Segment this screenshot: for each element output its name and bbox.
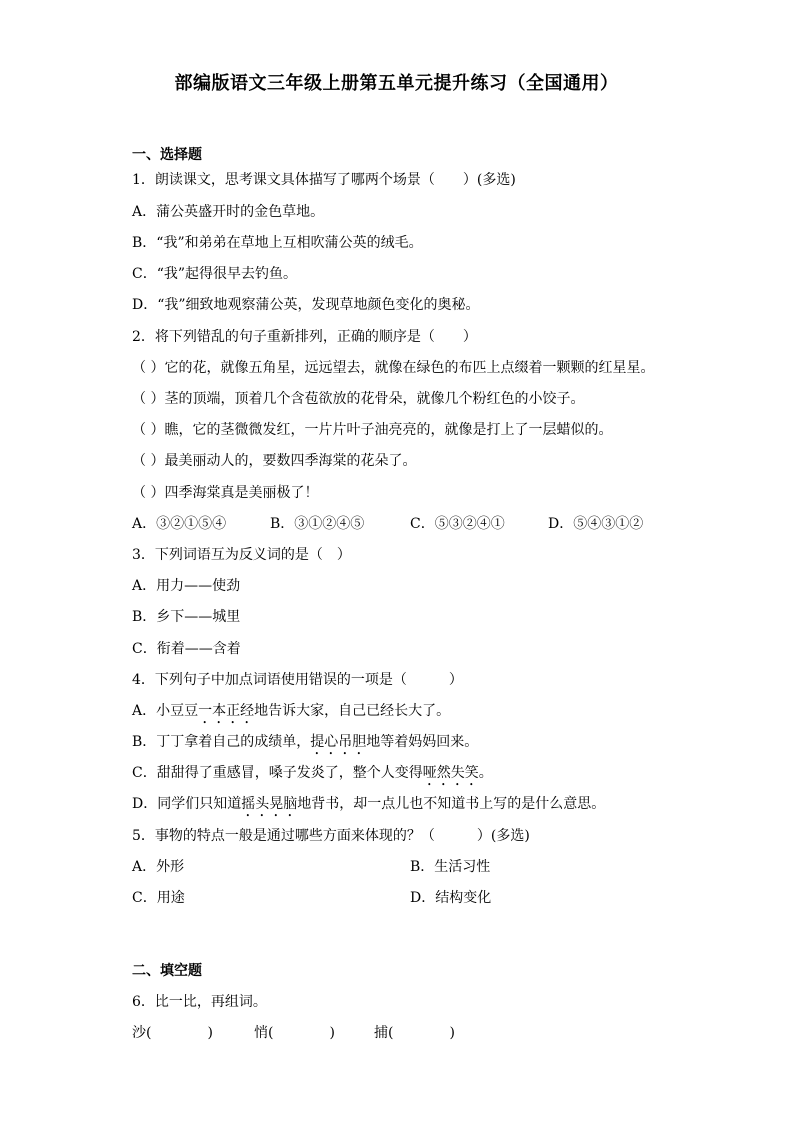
q4-b-dotted-word: 提心吊胆 — [310, 734, 367, 750]
q2-option-b: B．③①②④⑤ — [270, 516, 365, 532]
q2-sentence-5: （ ）四季海棠真是美丽极了！ — [132, 485, 319, 501]
page-title: 部编版语文三年级上册第五单元提升练习（全国通用） — [174, 73, 619, 94]
q3-option-a: A．用力——使劲 — [132, 578, 241, 594]
q4-d-text-end: 地背书，却一点儿也不知道书上写的是什么意思。 — [297, 796, 606, 812]
q2-sentence-2: （ ）茎的顶端，顶着几个含苞欲放的花骨朵，就像几个粉红色的小饺子。 — [132, 391, 585, 407]
q4-option-d — [132, 795, 605, 820]
q5-option-a: A．外形 — [132, 859, 185, 875]
q4-a-text: A．小豆豆 — [132, 703, 199, 719]
q4-a-text-end: 地告诉大家，自己已经长大了。 — [254, 703, 451, 719]
question-3-stem: 3．下列词语互为反义词的是（ ） — [132, 547, 351, 563]
q2-sentence-4: （ ）最美丽动人的，要数四季海棠的花朵了。 — [132, 453, 417, 469]
q4-c-text: C．甜甜得了重感冒，嗓子发炎了，整个人变得 — [132, 765, 423, 781]
q3-option-c: C．衔着——含着 — [132, 641, 241, 657]
q4-b-text: B．丁丁拿着自己的成绩单， — [132, 734, 311, 750]
q2-option-a: A．③②①⑤④ — [132, 516, 227, 532]
question-5-stem: 5．事物的特点一般是通过哪些方面来体现的？（ ）(多选) — [132, 828, 530, 844]
section-heading-choice: 一、选择题 — [132, 147, 202, 163]
q2-option-d: D．⑤④③①② — [548, 516, 644, 532]
q4-b-text-end: 地等着妈妈回来。 — [366, 734, 479, 750]
question-2-stem: 2．将下列错乱的句子重新排列，正确的顺序是（ ） — [132, 329, 477, 345]
q4-option-b — [132, 733, 478, 758]
q4-d-text: D．同学们只知道 — [132, 796, 242, 812]
question-4-stem: 4．下列句子中加点词语使用错误的一项是（ ） — [132, 672, 463, 688]
q4-d-dotted-word: 摇头晃脑 — [241, 796, 298, 812]
q2-sentence-1: （ ）它的花，就像五角星，远远望去，就像在绿色的布匹上点缀着一颗颗的红星星。 — [132, 360, 655, 376]
q6-item-3: 捕( ) — [374, 1025, 455, 1041]
q5-option-d: D．结构变化 — [410, 890, 492, 906]
q1-option-c: C．“我”起得很早去钓鱼。 — [132, 266, 298, 282]
section-heading-fill: 二、填空题 — [132, 963, 202, 979]
q3-option-b: B．乡下——城里 — [132, 609, 241, 625]
q4-option-c — [132, 764, 493, 789]
q2-sentence-3: （ ）瞧，它的茎微微发红，一片片叶子油亮亮的，就像是打上了一层蜡似的。 — [132, 422, 613, 438]
q5-option-c: C．用途 — [132, 890, 185, 906]
question-6-stem: 6．比一比，再组词。 — [132, 994, 267, 1010]
q2-option-c: C．⑤③②④① — [410, 516, 505, 532]
q1-option-b: B．“我”和弟弟在草地上互相吹蒲公英的绒毛。 — [132, 235, 423, 251]
q4-c-dotted-word: 哑然失笑 — [422, 765, 479, 781]
question-1-stem: 1．朗读课文，思考课文具体描写了哪两个场景（ ）(多选) — [132, 172, 516, 188]
q4-a-dotted-word: 一本正经 — [198, 703, 255, 719]
q1-option-d: D．“我”细致地观察蒲公英，发现草地颜色变化的奥秘。 — [132, 297, 480, 313]
q4-option-a — [132, 702, 450, 727]
q6-item-2: 悄( ) — [254, 1025, 335, 1041]
q1-option-a: A．蒲公英盛开时的金色草地。 — [132, 204, 325, 220]
q5-option-b: B．生活习性 — [410, 859, 491, 875]
q6-item-1: 沙( ) — [132, 1025, 213, 1041]
q4-c-text-end: 。 — [478, 765, 493, 781]
